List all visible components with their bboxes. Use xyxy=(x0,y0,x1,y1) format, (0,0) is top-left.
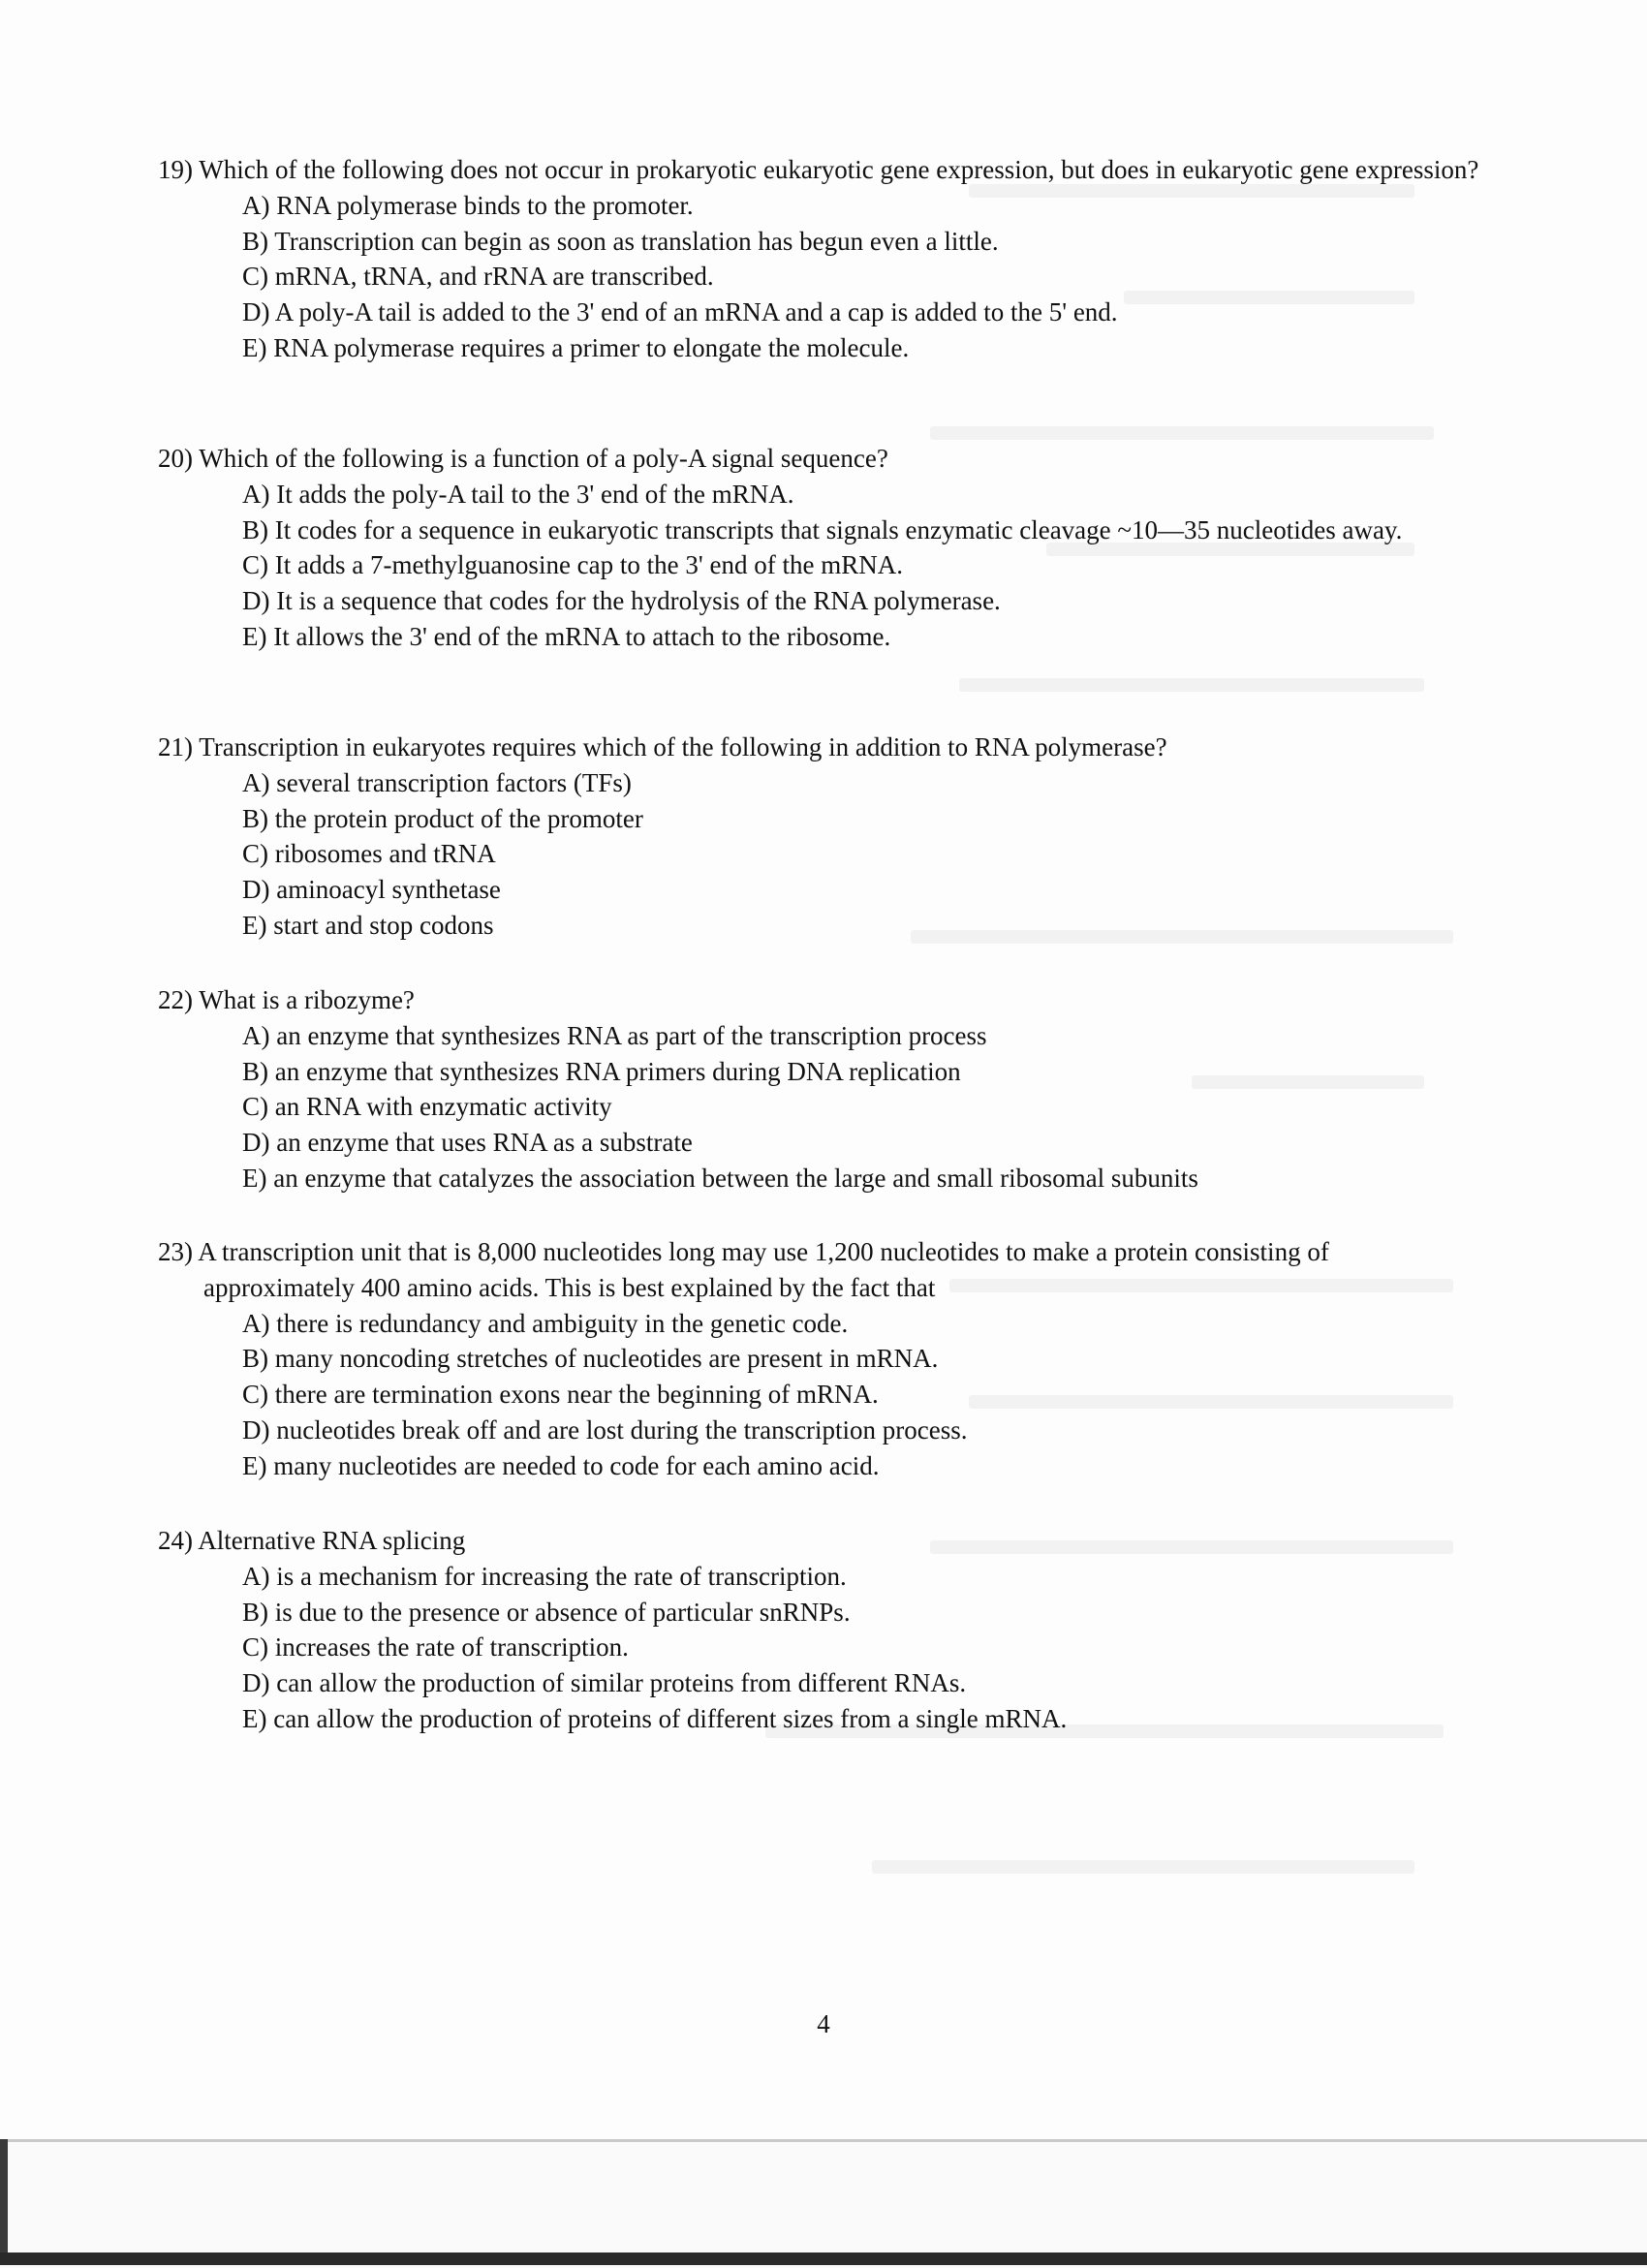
page-number: 4 xyxy=(817,2009,830,2038)
scanner-bed-strip xyxy=(0,2139,1647,2268)
question-22 xyxy=(158,982,1485,1196)
answer-choice: E) RNA polymerase requires a primer to elongate the molecule. xyxy=(242,332,910,362)
question-23 xyxy=(158,1234,1485,1484)
answer-choice: E) many nucleotides are needed to code for each amino acid. xyxy=(242,1450,880,1480)
answer-choice: A) is a mechanism for increasing the rate of transcription. xyxy=(242,1561,847,1591)
answer-choice: E) can allow the production of proteins of different sizes from a single mRNA. xyxy=(242,1703,1068,1733)
answer-choice: A) an enzyme that synthesizes RNA as part of the transcription process xyxy=(242,1020,987,1050)
question-19 xyxy=(158,152,1485,366)
question-stem: 22) What is a ribozyme? xyxy=(158,985,415,1014)
scanner-edge-shadow xyxy=(0,2252,1647,2265)
answer-choice: A) RNA polymerase binds to the promoter. xyxy=(242,190,694,220)
answer-choice: B) Transcription can begin as soon as translation has begun even a little. xyxy=(242,226,999,256)
answer-choice: D) can allow the production of similar proteins from different RNAs. xyxy=(242,1668,967,1698)
answer-choice: B) the protein product of the promoter xyxy=(242,803,643,833)
answer-choice: C) ribosomes and tRNA xyxy=(242,839,496,869)
question-stem: 24) Alternative RNA splicing xyxy=(158,1526,466,1555)
answer-choice: C) an RNA with enzymatic activity xyxy=(242,1092,612,1122)
question-20 xyxy=(158,441,1485,655)
bleed-through-mark xyxy=(930,426,1434,440)
answer-choices xyxy=(158,1559,1485,1737)
answer-choice: C) mRNA, tRNA, and rRNA are transcribed. xyxy=(242,262,714,292)
bleed-through-mark xyxy=(959,678,1424,692)
question-stem: 21) Transcription in eukaryotes requires which of the following in addition to RNA polymerase? xyxy=(158,732,1167,761)
question-21 xyxy=(158,730,1485,944)
question-stem: 19) Which of the following does not occur in prokaryotic eukaryotic gene expression, but does in eukaryotic gene expression? xyxy=(158,155,1479,184)
answer-choices xyxy=(158,188,1485,366)
question-stem: 23) A transcription unit that is 8,000 nucleotides long may use 1,200 nucleotides to make a protein consisting of approximately 400 amino acids. This is best explained by the fact that xyxy=(158,1237,1329,1302)
answer-choice: D) an enzyme that uses RNA as a substrate xyxy=(242,1128,693,1158)
answer-choices xyxy=(158,765,1485,944)
answer-choice: E) start and stop codons xyxy=(242,910,494,940)
answer-choice: B) is due to the presence or absence of particular snRNPs. xyxy=(242,1597,851,1627)
answer-choice: A) It adds the poly-A tail to the 3' end of the mRNA. xyxy=(242,479,794,509)
answer-choice: A) there is redundancy and ambiguity in the genetic code. xyxy=(242,1308,849,1338)
answer-choice: A) several transcription factors (TFs) xyxy=(242,767,632,797)
answer-choice: E) It allows the 3' end of the mRNA to attach to the ribosome. xyxy=(242,621,891,651)
answer-choices xyxy=(158,1306,1485,1484)
answer-choices xyxy=(158,477,1485,655)
answer-choice: D) A poly-A tail is added to the 3' end of an mRNA and a cap is added to the 5' end. xyxy=(242,297,1118,327)
answer-choice: B) an enzyme that synthesizes RNA primers during DNA replication xyxy=(242,1056,961,1086)
question-stem: 20) Which of the following is a function of a poly-A signal sequence? xyxy=(158,444,888,473)
answer-choice: C) It adds a 7-methylguanosine cap to the 3' end of the mRNA. xyxy=(242,550,903,580)
answer-choices xyxy=(158,1018,1485,1196)
bleed-through-mark xyxy=(872,1860,1414,1874)
answer-choice: B) many noncoding stretches of nucleotides are present in mRNA. xyxy=(242,1344,939,1374)
question-24 xyxy=(158,1523,1485,1737)
answer-choice: D) nucleotides break off and are lost during the transcription process. xyxy=(242,1414,968,1445)
answer-choice: D) aminoacyl synthetase xyxy=(242,875,501,905)
answer-choice: C) increases the rate of transcription. xyxy=(242,1632,629,1662)
answer-choice: C) there are termination exons near the beginning of mRNA. xyxy=(242,1380,879,1410)
answer-choice: E) an enzyme that catalyzes the association between the large and small ribosomal subunits xyxy=(242,1163,1198,1193)
answer-choice: D) It is a sequence that codes for the hydrolysis of the RNA polymerase. xyxy=(242,586,1001,616)
scanner-edge-shadow xyxy=(0,2139,8,2265)
answer-choice: B) It codes for a sequence in eukaryotic transcripts that signals enzymatic cleavage ~10—35 nucleotides away. xyxy=(242,514,1403,544)
